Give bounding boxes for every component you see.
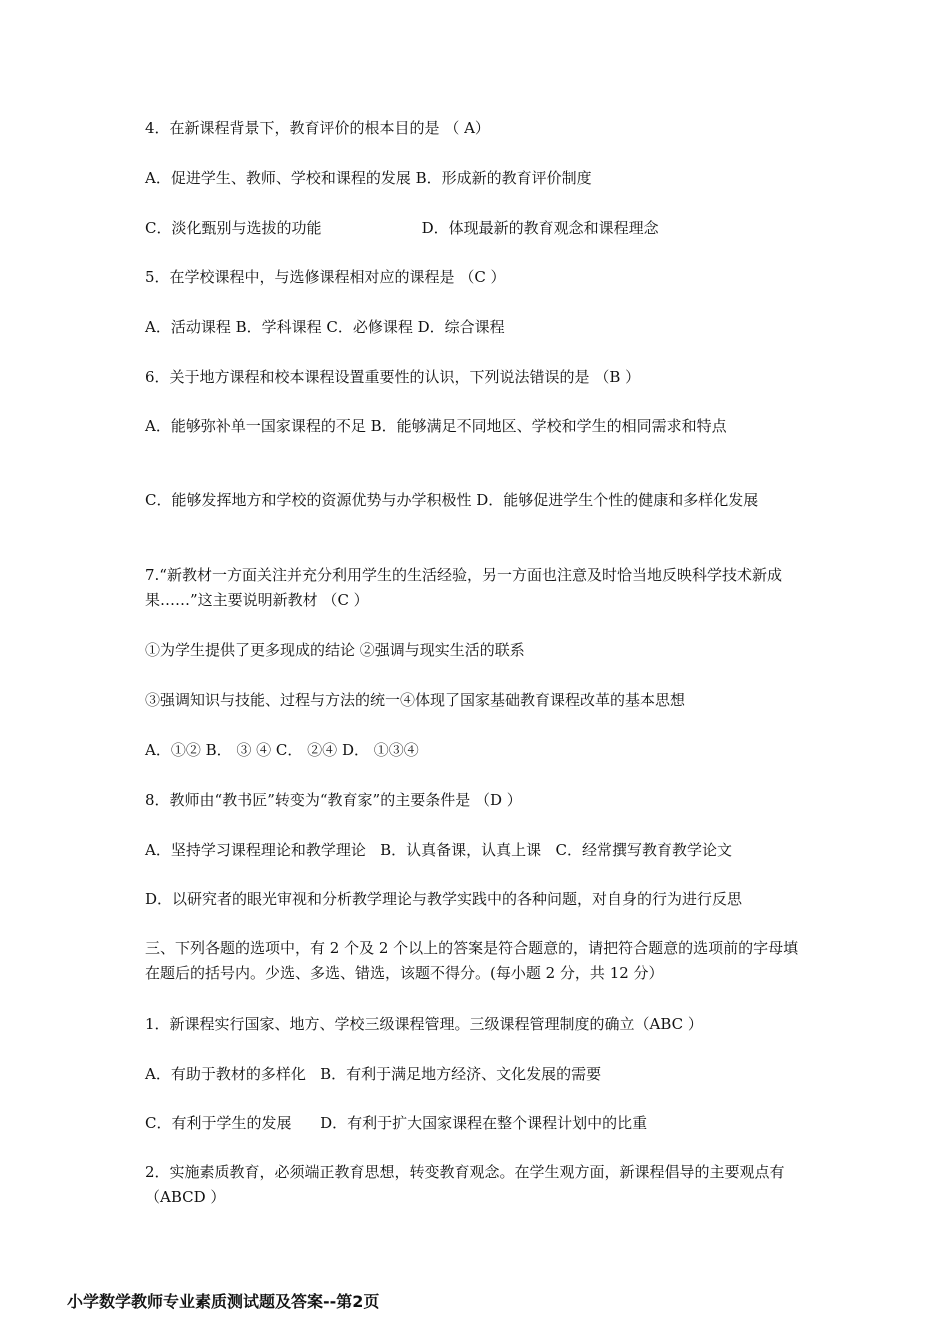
question-6-options-cd: C．能够发挥地方和学校的资源优势与办学积极性 D．能够促进学生个性的健康和多样化发展	[145, 491, 759, 509]
question-7-statements-34: ③强调知识与技能、过程与方法的统一④体现了国家基础教育课程改革的基本思想	[145, 691, 686, 709]
section-3-instructions: 三、下列各题的选项中，有 2 个及 2 个以上的答案是符合题意的，请把符合题意的选项前的字母填在题后的括号内。少选、多选、错选，该题不得分。(每小题 2 分，共 12 分）	[145, 939, 799, 982]
question-8: 8．教师由“教书匠”转变为“教育家”的主要条件是 （D ）	[145, 791, 522, 809]
question-4: 4．在新课程背景下，教育评价的根本目的是 （ A）	[145, 119, 490, 137]
question-5-options: A．活动课程 B．学科课程 C．必修课程 D．综合课程	[145, 318, 505, 336]
question-8-option-d: D．以研究者的眼光审视和分析教学理论与教学实践中的各种问题，对自身的行为进行反思	[145, 890, 743, 908]
section-3-question-1-options-ab: A．有助于教材的多样化 B．有利于满足地方经济、文化发展的需要	[145, 1065, 602, 1083]
section-3-question-2: 2．实施素质教育，必须端正教育思想，转变教育观念。在学生观方面，新课程倡导的主要观点有 （ABCD ）	[145, 1163, 785, 1206]
section-3-question-1: 1．新课程实行国家、地方、学校三级课程管理。三级课程管理制度的确立（ABC ）	[145, 1015, 703, 1033]
question-7-statements-12: ①为学生提供了更多现成的结论 ②强调与现实生活的联系	[145, 641, 525, 659]
question-4-options-ab: A．促进学生、教师、学校和课程的发展 B．形成新的教育评价制度	[145, 169, 592, 187]
question-6-options-ab: A．能够弥补单一国家课程的不足 B．能够满足不同地区、学校和学生的相同需求和特点	[145, 417, 727, 435]
question-5: 5．在学校课程中，与选修课程相对应的课程是 （C ）	[145, 268, 506, 286]
question-7: 7.“新教材一方面关注并充分利用学生的生活经验，另一方面也注意及时恰当地反映科学技术新成果……”这主要说明新教材 （C ）	[145, 566, 782, 609]
question-7-options: A．①② B． ③ ④ C． ②④ D． ①③④	[145, 741, 419, 759]
question-4-options-cd: C．淡化甄别与选拔的功能 D．体现最新的教育观念和课程理念	[145, 219, 659, 237]
page-footer: 小学数学教师专业素质测试题及答案--第2页	[67, 1292, 380, 1311]
section-3-question-1-options-cd: C．有利于学生的发展 D．有利于扩大国家课程在整个课程计划中的比重	[145, 1114, 648, 1132]
question-6: 6．关于地方课程和校本课程设置重要性的认识，下列说法错误的是 （B ）	[145, 368, 641, 386]
question-8-options-abc: A．坚持学习课程理论和教学理论 B．认真备课，认真上课 C．经常撰写教育教学论文	[145, 841, 732, 859]
